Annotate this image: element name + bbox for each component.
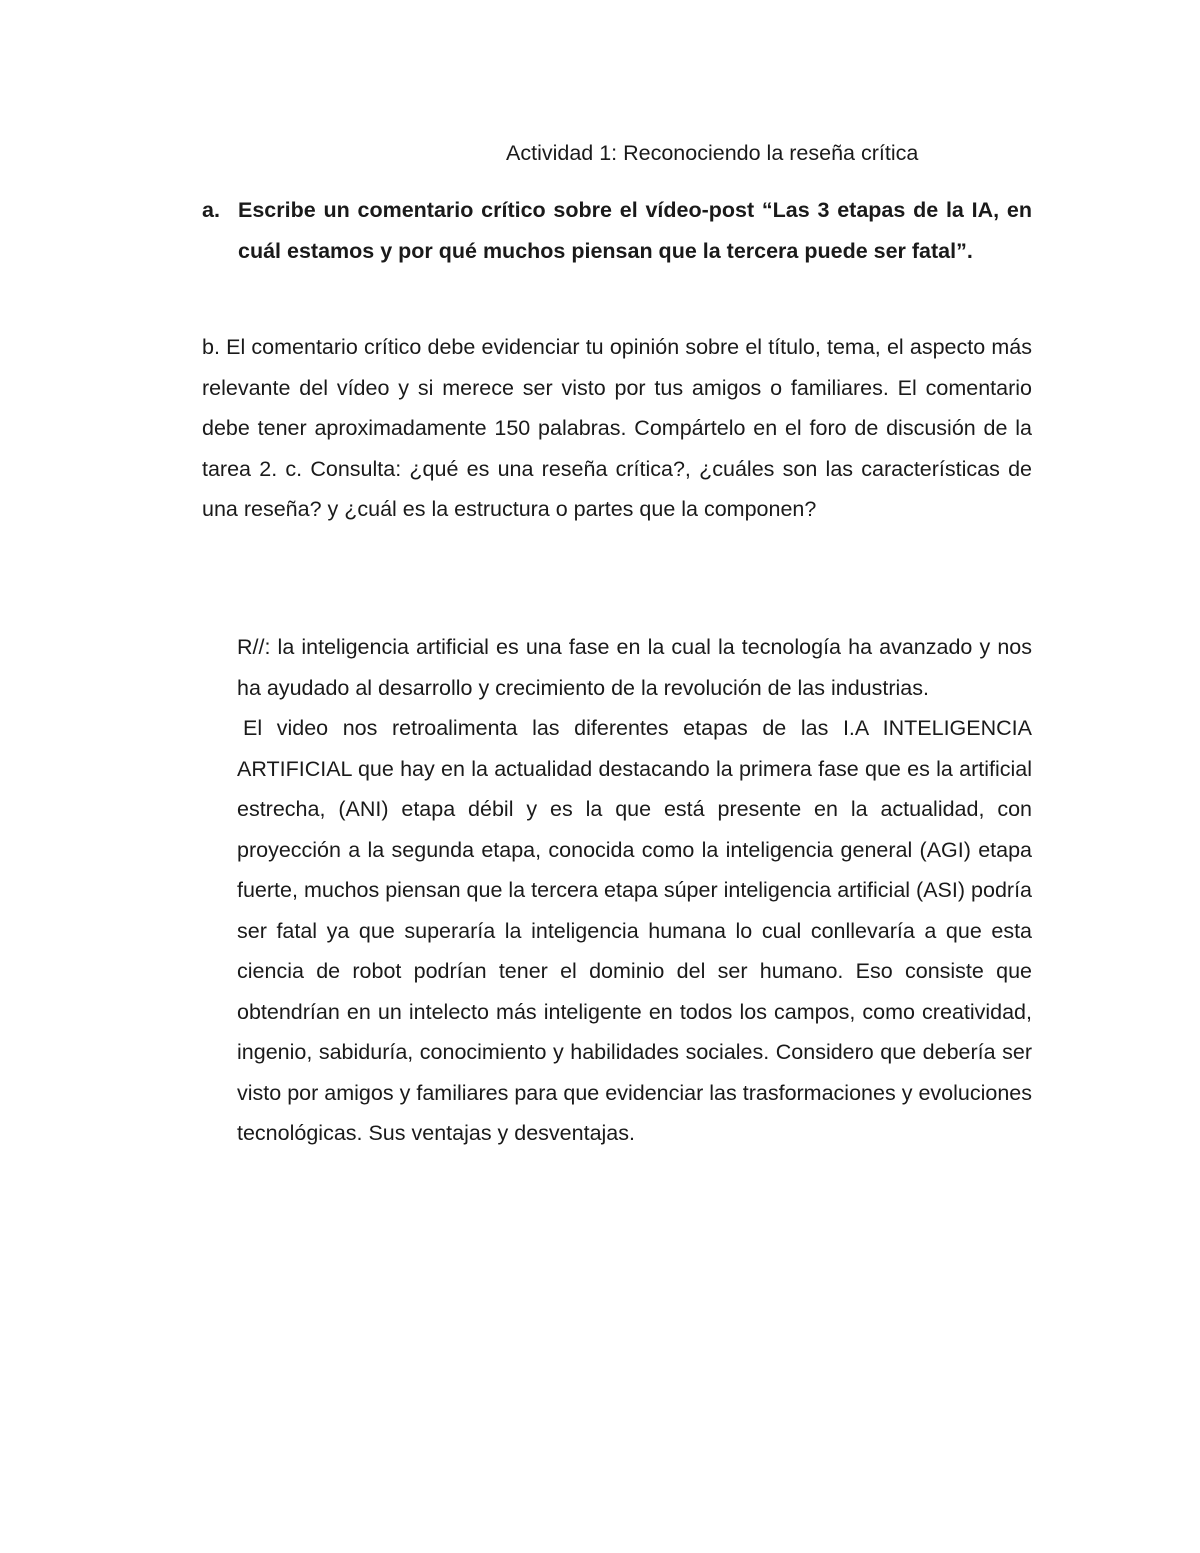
list-marker-a: a. [202,198,220,222]
answer-section [237,627,1032,1154]
document-title: Actividad 1: Reconociendo la reseña crítica [506,141,919,165]
list-item-b-text: b. El comentario crítico debe evidenciar tu opinión sobre el título, tema, el aspecto más relevante del vídeo y si merece ser visto por tus amigos o familiares. El comentario debe tener aproximadamente 150 palabras. Compártelo en el foro de discusión de la tarea 2. c. Consulta: ¿qué es una reseña crítica?, ¿cuáles son las características de una reseña? y ¿cuál es la estructura o partes que la componen? [202,335,1032,521]
answer-paragraph-2: El video nos retroalimenta las diferentes etapas de las I.A INTELIGENCIA ARTIFICIAL que hay en la actualidad destacando la primera fase que es la artificial estrecha, (ANI) etapa débil y es la que está presente en la actualidad, con proyección a la segunda etapa, conocida como la inteligencia general (AGI) etapa fuerte, muchos piensan que la tercera etapa súper inteligencia artificial (ASI) podría ser fatal ya que superaría la inteligencia humana lo cual conllevaría a que esta ciencia de robot podrían tener el dominio del ser humano. Eso consiste que obtendrían en un intelecto más inteligente en todos los campos, como creatividad, ingenio, sabiduría, conocimiento y habilidades sociales. Considero que debería ser visto por amigos y familiares para que evidenciar las trasformaciones y evoluciones tecnológicas. Sus ventajas y desventajas. [237,716,1032,1145]
answer-paragraph-1: R//: la inteligencia artificial es una fase en la cual la tecnología ha avanzado y nos ha ayudado al desarrollo y crecimiento de la revolución de las industrias. [237,635,1032,700]
list-item-a-text: Escribe un comentario crítico sobre el vídeo-post “Las 3 etapas de la IA, en cuál estamos y por qué muchos piensan que la tercera puede ser fatal”. [238,198,1032,263]
list-item-a [202,190,1032,271]
